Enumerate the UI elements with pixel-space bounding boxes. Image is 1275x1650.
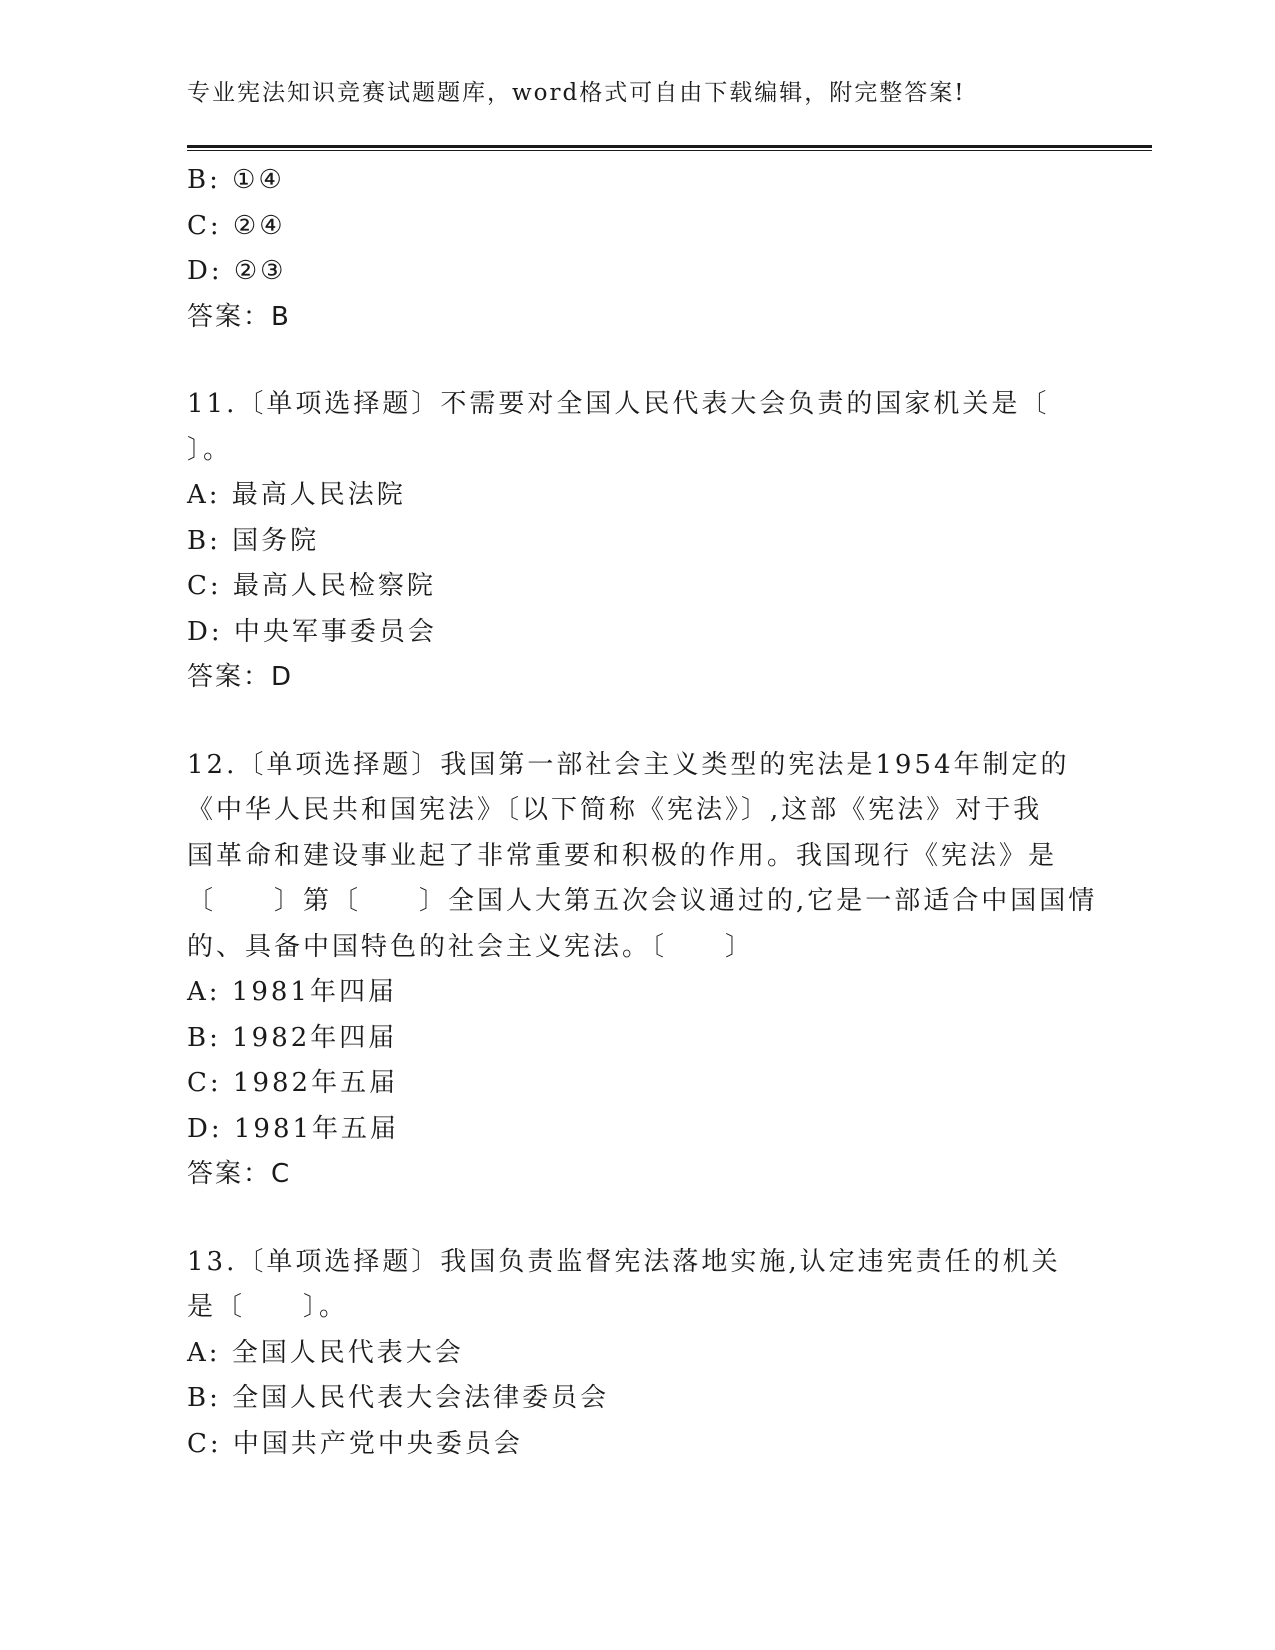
question-text-line: 11.〔单项选择题〕不需要对全国人民代表大会负责的国家机关是〔: [187, 389, 1050, 419]
question-text-line: 《中华人民共和国宪法》〔以下简称《宪法》〕,这部《宪法》对于我: [187, 795, 1043, 825]
option-a: A: 1981年四届: [187, 977, 397, 1007]
option-c: C: 中国共产党中央委员会: [187, 1428, 523, 1459]
page-header: 专业宪法知识竞赛试题题库，word格式可自由下载编辑，附完整答案!: [187, 80, 966, 106]
answer: 答案：D: [187, 662, 294, 692]
option-a: A: 全国人民代表大会: [187, 1337, 464, 1368]
option-c: C: 最高人民检察院: [187, 571, 436, 601]
header-rule-thick: [187, 145, 1152, 148]
option-c: C: ②④: [187, 210, 286, 241]
option-b: B: 1982年四届: [187, 1022, 398, 1053]
question-12: [187, 743, 1098, 1198]
question-text-line: 是〔 〕。: [187, 1292, 349, 1322]
option-d: D: 中央军事委员会: [187, 616, 437, 647]
option-b: B: 全国人民代表大会法律委员会: [187, 1383, 610, 1413]
option-d: D: 1981年五届: [187, 1113, 400, 1144]
question-text-line: 的、具备中国特色的社会主义宪法。〔 〕: [187, 931, 755, 962]
question-content: [187, 158, 1098, 1467]
option-b: B: 国务院: [187, 525, 320, 556]
header-rule-thin: [187, 150, 1152, 151]
question-text-line: 国革命和建设事业起了非常重要和积极的作用。我国现行《宪法》是: [187, 840, 1058, 871]
spacer: [187, 701, 1087, 743]
spacer: [187, 340, 1087, 382]
question-text-line: 〕。: [187, 434, 233, 465]
question-text-line: 〔 〕第〔 〕全国人大第五次会议通过的,它是一部适合中国国情: [187, 886, 1098, 916]
answer: 答案：C: [187, 1159, 292, 1189]
question-13: [187, 1240, 1087, 1468]
question-text-line: 12.〔单项选择题〕我国第一部社会主义类型的宪法是1954年制定的: [187, 749, 1070, 780]
option-c: C: 1982年五届: [187, 1068, 399, 1098]
option-b: B: ①④: [187, 165, 285, 195]
prev-question: [187, 158, 1087, 340]
spacer: [187, 1198, 1087, 1240]
option-a: A: 最高人民法院: [187, 480, 406, 510]
question-11: [187, 382, 1087, 701]
question-text-line: 13.〔单项选择题〕我国负责监督宪法落地实施,认定违宪责任的机关: [187, 1246, 1061, 1277]
option-d: D: ②③: [187, 256, 287, 286]
answer: 答案：B: [187, 301, 291, 332]
